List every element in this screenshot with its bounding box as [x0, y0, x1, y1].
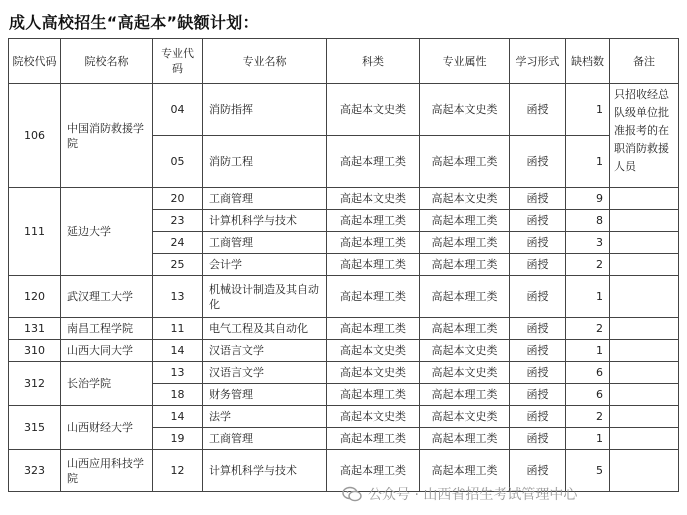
watermark [342, 484, 577, 504]
attribute-cell: 高起本文史类 [420, 362, 510, 384]
attribute-cell: 高起本理工类 [420, 428, 510, 450]
table-row [9, 276, 679, 318]
category-cell: 高起本文史类 [327, 84, 420, 136]
school-name-cell: 中国消防救援学院 [61, 84, 153, 188]
category-cell: 高起本理工类 [327, 136, 420, 188]
major-code-cell: 05 [153, 136, 203, 188]
school-code-cell: 120 [9, 276, 61, 318]
table-row [9, 340, 679, 362]
study-form-cell: 函授 [510, 318, 566, 340]
vacancy-cell: 2 [566, 406, 610, 428]
attribute-cell: 高起本理工类 [420, 384, 510, 406]
school-code-cell: 315 [9, 406, 61, 450]
major-code-cell: 14 [153, 406, 203, 428]
major-code-cell: 23 [153, 210, 203, 232]
study-form-cell: 函授 [510, 406, 566, 428]
remark-cell [610, 362, 679, 384]
major-name-cell: 工商管理 [203, 428, 327, 450]
table-row [9, 406, 679, 428]
school-name-cell: 山西财经大学 [61, 406, 153, 450]
attribute-cell: 高起本理工类 [420, 450, 510, 492]
vacancy-cell: 5 [566, 450, 610, 492]
category-cell: 高起本理工类 [327, 254, 420, 276]
major-code-cell: 04 [153, 84, 203, 136]
header-major-code: 专业代码 [153, 39, 203, 84]
table-row [9, 362, 679, 384]
major-name-cell: 汉语言文学 [203, 340, 327, 362]
watermark-text: 公众号 · 山西省招生考试管理中心 [368, 487, 578, 503]
major-code-cell: 19 [153, 428, 203, 450]
school-code-cell: 131 [9, 318, 61, 340]
vacancy-cell: 1 [566, 136, 610, 188]
study-form-cell: 函授 [510, 428, 566, 450]
school-code-cell: 106 [9, 84, 61, 188]
major-code-cell: 12 [153, 450, 203, 492]
major-name-cell: 工商管理 [203, 232, 327, 254]
study-form-cell: 函授 [510, 232, 566, 254]
category-cell: 高起本理工类 [327, 210, 420, 232]
category-cell: 高起本理工类 [327, 450, 420, 492]
major-code-cell: 24 [153, 232, 203, 254]
school-code-cell: 111 [9, 188, 61, 276]
study-form-cell: 函授 [510, 254, 566, 276]
vacancy-cell: 8 [566, 210, 610, 232]
major-code-cell: 11 [153, 318, 203, 340]
study-form-cell: 函授 [510, 340, 566, 362]
remark-cell [610, 450, 679, 492]
vacancy-cell: 2 [566, 254, 610, 276]
category-cell: 高起本理工类 [327, 276, 420, 318]
study-form-cell: 函授 [510, 210, 566, 232]
attribute-cell: 高起本理工类 [420, 136, 510, 188]
school-code-cell: 310 [9, 340, 61, 362]
major-name-cell: 工商管理 [203, 188, 327, 210]
remark-cell [610, 210, 679, 232]
category-cell: 高起本理工类 [327, 384, 420, 406]
attribute-cell: 高起本理工类 [420, 232, 510, 254]
vacancy-cell: 1 [566, 340, 610, 362]
remark-cell: 只招收经总队级单位批准报考的在职消防救援人员 [610, 84, 679, 188]
header-school-code: 院校代码 [9, 39, 61, 84]
table-row [9, 318, 679, 340]
header-school-name: 院校名称 [61, 39, 153, 84]
remark-cell [610, 254, 679, 276]
school-name-cell: 南昌工程学院 [61, 318, 153, 340]
page-title: 成人高校招生“高起本”缺额计划： [9, 13, 259, 32]
vacancy-cell: 1 [566, 428, 610, 450]
table-body [9, 84, 679, 492]
attribute-cell: 高起本文史类 [420, 340, 510, 362]
remark-cell [610, 406, 679, 428]
school-code-cell: 323 [9, 450, 61, 492]
table-header-row [9, 39, 679, 84]
major-name-cell: 电气工程及其自动化 [203, 318, 327, 340]
major-name-cell: 法学 [203, 406, 327, 428]
category-cell: 高起本文史类 [327, 362, 420, 384]
remark-cell [610, 428, 679, 450]
attribute-cell: 高起本理工类 [420, 254, 510, 276]
major-name-cell: 财务管理 [203, 384, 327, 406]
major-code-cell: 13 [153, 362, 203, 384]
major-code-cell: 13 [153, 276, 203, 318]
category-cell: 高起本文史类 [327, 340, 420, 362]
school-name-cell: 武汉理工大学 [61, 276, 153, 318]
study-form-cell: 函授 [510, 188, 566, 210]
header-category: 科类 [327, 39, 420, 84]
attribute-cell: 高起本文史类 [420, 406, 510, 428]
study-form-cell: 函授 [510, 450, 566, 492]
major-name-cell: 消防指挥 [203, 84, 327, 136]
vacancy-cell: 9 [566, 188, 610, 210]
attribute-cell: 高起本理工类 [420, 210, 510, 232]
major-code-cell: 18 [153, 384, 203, 406]
vacancy-cell: 6 [566, 384, 610, 406]
major-name-cell: 汉语言文学 [203, 362, 327, 384]
attribute-cell: 高起本文史类 [420, 188, 510, 210]
study-form-cell: 函授 [510, 384, 566, 406]
category-cell: 高起本文史类 [327, 188, 420, 210]
vacancy-cell: 1 [566, 84, 610, 136]
category-cell: 高起本理工类 [327, 428, 420, 450]
category-cell: 高起本理工类 [327, 318, 420, 340]
attribute-cell: 高起本理工类 [420, 318, 510, 340]
header-attribute: 专业属性 [420, 39, 510, 84]
vacancy-cell: 2 [566, 318, 610, 340]
vacancy-cell: 1 [566, 276, 610, 318]
header-remark: 备注 [610, 39, 679, 84]
remark-cell [610, 232, 679, 254]
header-vacancy: 缺档数 [566, 39, 610, 84]
major-name-cell: 会计学 [203, 254, 327, 276]
remark-cell [610, 318, 679, 340]
table-row [9, 84, 679, 136]
remark-cell [610, 276, 679, 318]
study-form-cell: 函授 [510, 276, 566, 318]
vacancy-plan-table [8, 38, 679, 492]
school-code-cell: 312 [9, 362, 61, 406]
school-name-cell: 山西应用科技学院 [61, 450, 153, 492]
school-name-cell: 长治学院 [61, 362, 153, 406]
school-name-cell: 延边大学 [61, 188, 153, 276]
major-code-cell: 14 [153, 340, 203, 362]
major-name-cell: 消防工程 [203, 136, 327, 188]
study-form-cell: 函授 [510, 362, 566, 384]
attribute-cell: 高起本理工类 [420, 276, 510, 318]
major-name-cell: 计算机科学与技术 [203, 450, 327, 492]
vacancy-cell: 3 [566, 232, 610, 254]
attribute-cell: 高起本文史类 [420, 84, 510, 136]
school-name-cell: 山西大同大学 [61, 340, 153, 362]
study-form-cell: 函授 [510, 136, 566, 188]
table-row [9, 188, 679, 210]
major-code-cell: 25 [153, 254, 203, 276]
major-name-cell: 机械设计制造及其自动化 [203, 276, 327, 318]
major-name-cell: 计算机科学与技术 [203, 210, 327, 232]
major-code-cell: 20 [153, 188, 203, 210]
header-major-name: 专业名称 [203, 39, 327, 84]
header-study-form: 学习形式 [510, 39, 566, 84]
category-cell: 高起本文史类 [327, 406, 420, 428]
wechat-icon [342, 486, 362, 502]
remark-cell [610, 340, 679, 362]
study-form-cell: 函授 [510, 84, 566, 136]
vacancy-cell: 6 [566, 362, 610, 384]
category-cell: 高起本理工类 [327, 232, 420, 254]
remark-cell [610, 188, 679, 210]
remark-cell [610, 384, 679, 406]
